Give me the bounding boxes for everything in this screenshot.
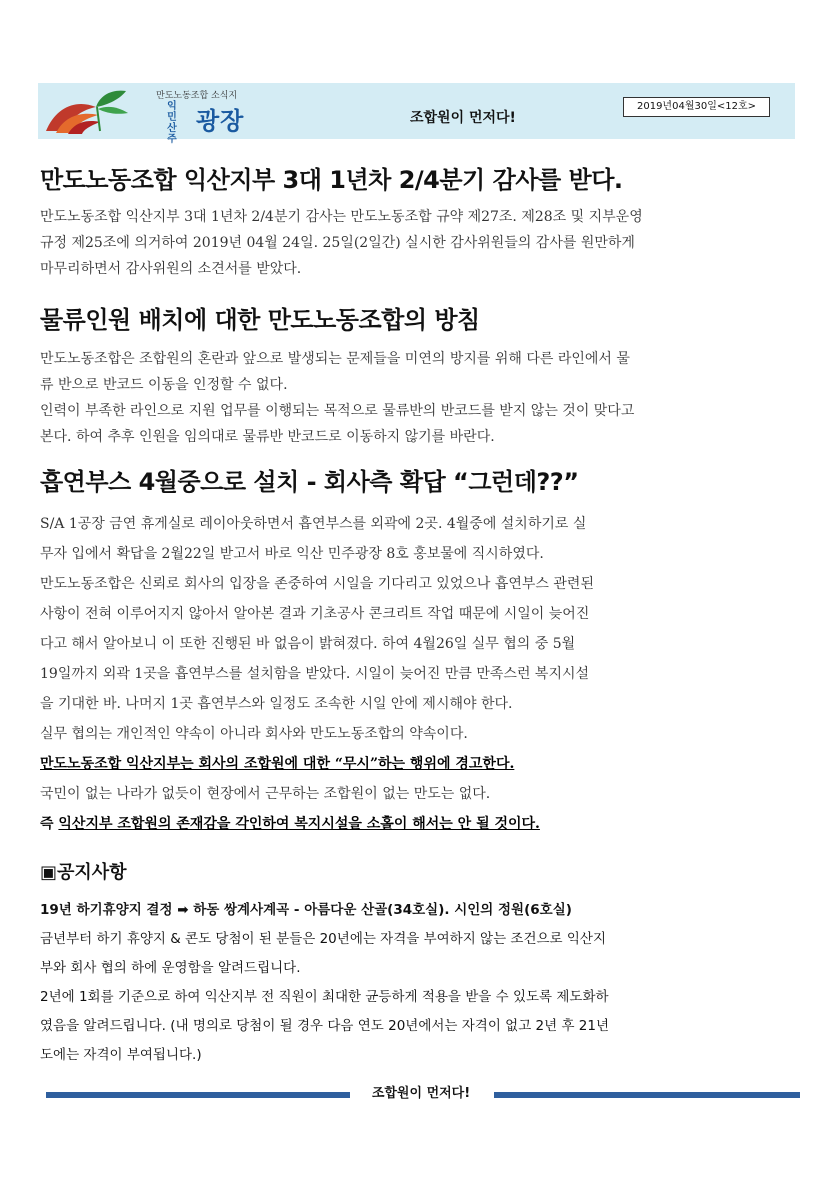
footer-motto: 조합원이 먼저다! <box>371 1086 471 1101</box>
article-3-line: 사항이 전혀 이루어지지 않아서 알아본 결과 기초공사 콘크리트 작업 때문에 시일이 늦어진 <box>40 606 590 622</box>
article-1-line: 만도노동조합 익산지부 3대 1년차 2/4분기 감사는 만도노동조합 규약 제27조. 제28조 및 지부운영 <box>40 209 643 225</box>
article-1-line: 마무리하면서 감사위원의 소견서를 받았다. <box>40 261 302 277</box>
notice-title: ▣공지사항 <box>40 862 127 883</box>
logo-vertical-text: 익 민 산 주 <box>167 101 177 145</box>
article-3-warning: 만도노동조합 익산지부는 회사의 조합원에 대한 “무시”하는 행위에 경고한다. <box>40 756 515 772</box>
notice-line: 19년 하기휴양지 결정 ➡ 하동 쌍계사계곡 - 아름다운 산골(34호실). 시인의 정원(6호실) <box>40 902 572 918</box>
article-3-line: S/A 1공장 금연 휴게실로 레이아웃하면서 흡연부스를 외곽에 2곳. 4월중에 설치하기로 실 <box>40 516 587 532</box>
notice-line: 도에는 자격이 부여됩니다.) <box>40 1047 202 1063</box>
conclusion-text: 익산지부 조합원의 존재감을 각인하여 복지시설을 소홀이 해서는 안 될 것이다. <box>58 816 540 832</box>
article-2-body <box>40 346 796 450</box>
article-1-body <box>40 204 796 282</box>
notice-body <box>40 896 796 1070</box>
article-3-line: 무자 입에서 확답을 2월22일 받고서 바로 익산 민주광장 8호 홍보물에 직시하였다. <box>40 546 544 562</box>
newsletter-caption: 만도노동조합 소식지 <box>156 91 238 101</box>
header-banner <box>38 83 795 145</box>
article-3-line: 19일까지 외곽 1곳을 흡연부스를 설치함을 받았다. 시일이 늦어진 만큼 만족스런 복지시설 <box>40 666 590 682</box>
article-2-title: 물류인원 배치에 대한 만도노동조합의 방침 <box>40 306 480 334</box>
article-3-conclusion <box>40 809 796 839</box>
issue-date: 2019년04월30일<12호> <box>623 97 770 117</box>
article-3-line: 국민이 없는 나라가 없듯이 현장에서 근무하는 조합원이 없는 만도는 없다. <box>40 786 491 802</box>
article-3-line: 만도노동조합은 신뢰로 회사의 입장을 존중하여 시일을 기다리고 있었으나 흡연부스 관련된 <box>40 576 594 592</box>
article-1-title: 만도노동조합 익산지부 3대 1년차 2/4분기 감사를 받다. <box>40 166 623 194</box>
article-3-line: 다고 해서 알아보니 이 또한 진행된 바 없음이 밝혀졌다. 하여 4월26일 실무 협의 중 5월 <box>40 636 576 652</box>
article-3-title: 흡연부스 4월중으로 설치 - 회사측 확답 “그런데??” <box>40 468 579 496</box>
article-3-line: 실무 협의는 개인적인 약속이 아니라 회사와 만도노동조합의 약속이다. <box>40 726 468 742</box>
article-1-line: 규정 제25조에 의거하여 2019년 04월 24일. 25일(2일간) 실시한 감사위원들의 감사를 원만하게 <box>40 235 635 251</box>
article-2-line: 본다. 하여 추후 인원을 임의대로 물류반 반코드로 이동하지 않기를 바란다. <box>40 429 495 445</box>
article-3-body <box>40 509 796 839</box>
union-logo-icon <box>42 85 132 137</box>
footer-divider-right <box>494 1092 800 1098</box>
article-2-line: 만도노동조합은 조합원의 혼란과 앞으로 발생되는 문제들을 미연의 방지를 위해 다른 라인에서 물 <box>40 351 630 367</box>
notice-line: 금년부터 하기 휴양지 & 콘도 당첨이 된 분들은 20년에는 자격을 부여하지 않는 조건으로 익산지 <box>40 931 607 947</box>
notice-line: 2년에 1회를 기준으로 하여 익산지부 전 직원이 최대한 균등하게 적용을 받을 수 있도록 제도화하 <box>40 989 609 1005</box>
article-2-line: 인력이 부족한 라인으로 지원 업무를 이행되는 목적으로 물류반의 반코드를 받지 않는 것이 맞다고 <box>40 403 635 419</box>
article-2-line: 류 반으로 반코드 이동을 인정할 수 없다. <box>40 377 288 393</box>
notice-line: 부와 회사 협의 하에 운영함을 알려드립니다. <box>40 960 301 976</box>
header-motto: 조합원이 먼저다! <box>410 110 516 126</box>
conclusion-prefix: 즉 <box>40 816 59 832</box>
newsletter-brand: 광장 <box>196 107 245 135</box>
footer-divider-left <box>46 1092 350 1098</box>
notice-line: 였음을 알려드립니다. (내 명의로 당첨이 될 경우 다음 연도 20년에서는 자격이 없고 2년 후 21년 <box>40 1018 610 1034</box>
article-3-line: 을 기대한 바. 나머지 1곳 흡연부스와 일정도 조속한 시일 안에 제시해야 한다. <box>40 696 513 712</box>
